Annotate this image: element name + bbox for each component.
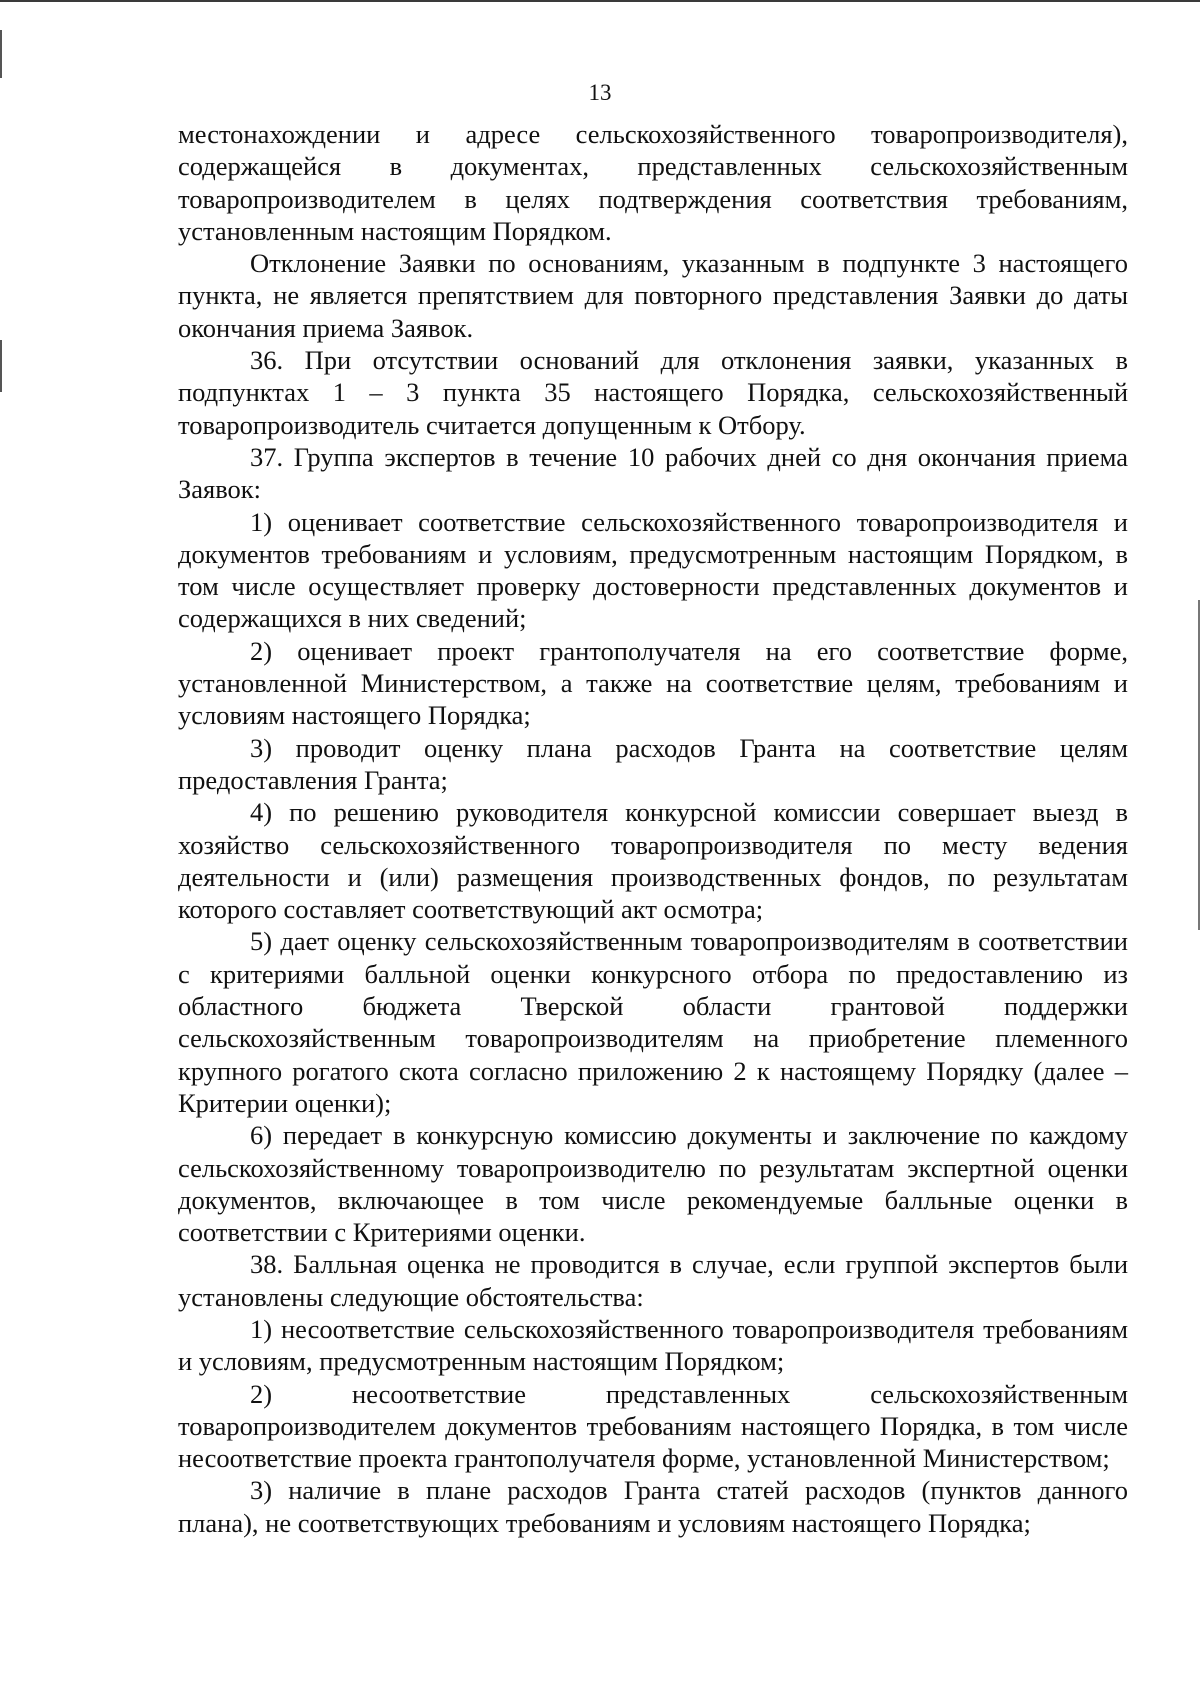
page-number: 13 [588, 80, 612, 105]
scan-edge-mark [0, 340, 2, 392]
list-item: 3) проводит оценку плана расходов Гранта на соответствие целям предоставления Гранта; [178, 732, 1128, 795]
paragraph: 36. При отсутствии оснований для отклонения заявки, указанных в подпунктах 1 – 3 пункта 35 настоящего Порядка, сельскохозяйственный товаропроизводитель считается допущенным к Отбору. [178, 345, 1128, 440]
list-item: 1) оценивает соответствие сельскохозяйственного товаропроизводителя и документов требованиям и условиям, предусмотренным настоящим Порядком, в том числе осуществляет проверку достоверности представленных документов и содержащихся в них сведений; [178, 506, 1128, 634]
list-item: 2) несоответствие представленных сельскохозяйственным товаропроизводителем документов требованиям настоящего Порядка, в том числе несоответствие проекта грантополучателя форме, установленной Министерством; [178, 1378, 1128, 1474]
list-item: 3) наличие в плане расходов Гранта статей расходов (пунктов данного плана), не соответствующих требованиям и условиям настоящего Порядка; [178, 1475, 1128, 1538]
document-body [178, 118, 1128, 1539]
list-item: 2) оценивает проект грантополучателя на его соответствие форме, установленной Министерством, а также на соответствие целям, требованиям и условиям настоящего Порядка; [178, 635, 1128, 731]
list-item: 4) по решению руководителя конкурсной комиссии совершает выезд в хозяйство сельскохозяйственного товаропроизводителя по месту ведения деятельности и (или) размещения производственных фондов, по результатам которого составляет соответствующий акт осмотра; [178, 797, 1128, 925]
list-item: 1) несоответствие сельскохозяйственного товаропроизводителя требованиям и условиям, предусмотренным настоящим Порядком; [178, 1313, 1128, 1377]
paragraph: 37. Группа экспертов в течение 10 рабочих дней со дня окончания приема Заявок: [178, 441, 1128, 505]
paragraph: 38. Балльная оценка не проводится в случае, если группой экспертов были установлены следующие обстоятельства: [178, 1249, 1128, 1312]
list-item: 5) дает оценку сельскохозяйственным товаропроизводителям в соответствии с критериями балльной оценки конкурсного отбора по предоставлению из областного бюджета Тверской области грантовой поддержки сельскохозяйственным товаропроизводителям на приобретение племенного крупного рогатого скота согласно приложению 2 к настоящему Порядку (далее – Критерии оценки); [178, 926, 1128, 1118]
list-item: 6) передает в конкурсную комиссию документы и заключение по каждому сельскохозяйственному товаропроизводителю по результатам экспертной оценки документов, включающее в том числе рекомендуемые балльные оценки в соответствии с Критериями оценки. [178, 1120, 1128, 1248]
paragraph: местонахождении и адресе сельскохозяйственного товаропроизводителя), содержащейся в документах, представленных сельскохозяйственным товаропроизводителем в целях подтверждения соответствия требованиям, установленным настоящим Порядком. [178, 119, 1128, 246]
scan-top-edge [0, 0, 1200, 2]
scan-edge-mark [0, 30, 2, 78]
paragraph: Отклонение Заявки по основаниям, указанным в подпункте 3 настоящего пункта, не является препятствием для повторного представления Заявки до даты окончания приема Заявок. [178, 248, 1128, 343]
